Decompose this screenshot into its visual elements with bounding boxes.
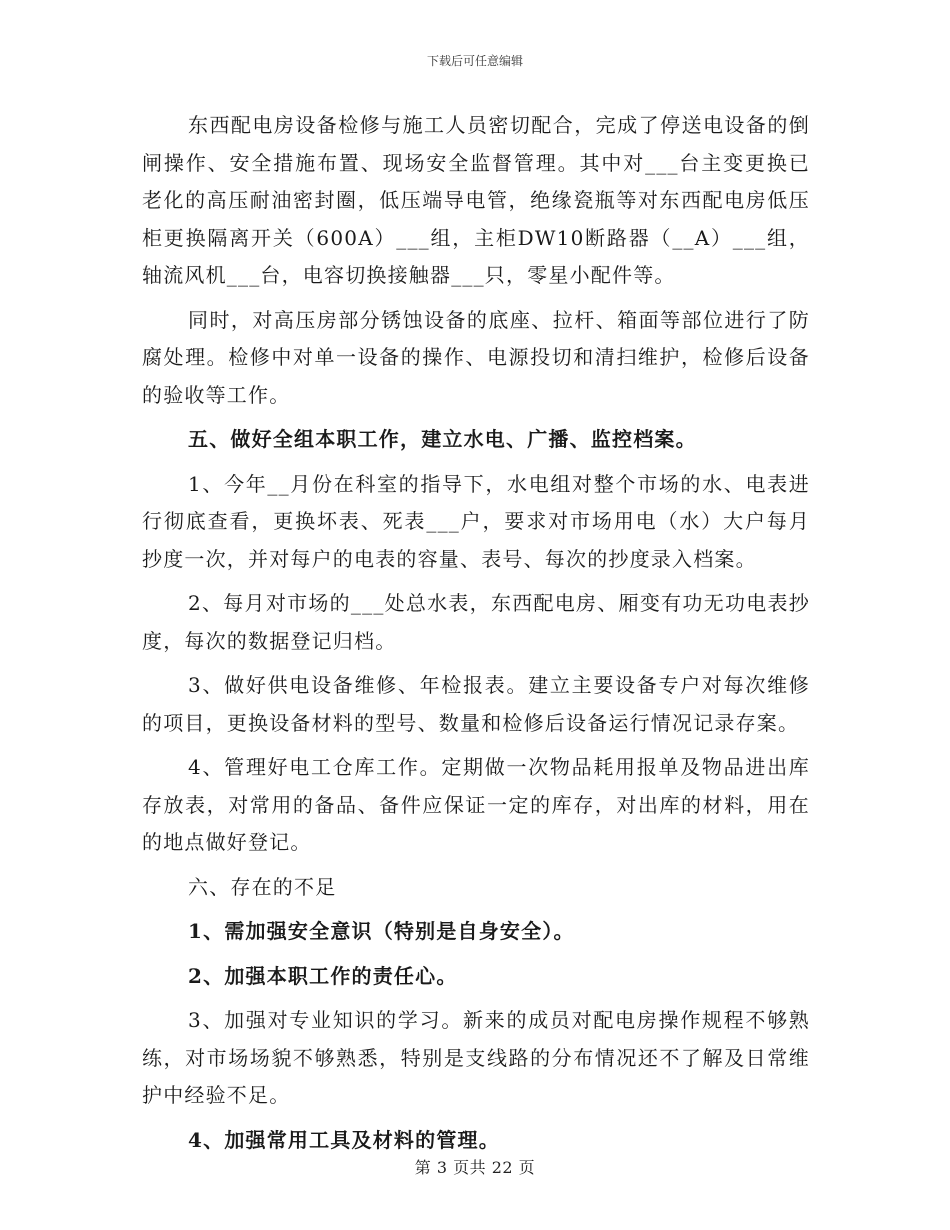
paragraph: 4、管理好电工仓库工作。定期做一次物品耗用报单及物品进出库存放表，对常用的备品、备件应保证一定的库存，对出库的材料，用在的地点做好登记。 [142, 755, 810, 854]
list-item-heading: 1、需加强安全意识（特别是自身安全）。 [188, 919, 575, 943]
page-header-note: 下载后可任意编辑 [426, 54, 523, 68]
paragraph: 3、做好供电设备维修、年检报表。建立主要设备专户对每次维修的项目，更换设备材料的型号、数量和检修后设备运行情况记录存案。 [142, 673, 810, 735]
list-item-heading: 2、加强本职工作的责任心。 [188, 963, 458, 988]
paragraph: 2、每月对市场的___处总水表，东西配电房、厢变有功无功电表抄度，每次的数据登记归档。 [142, 591, 810, 653]
section-heading: 六、存在的不足 [188, 874, 337, 899]
paragraph: 同时，对高压房部分锈蚀设备的底座、拉杆、箱面等部位进行了防腐处理。检修中对单一设备的操作、电源投切和清扫维护，检修后设备的验收等工作。 [142, 307, 810, 407]
document-body [142, 107, 810, 1166]
section-heading: 五、做好全组本职工作，建立水电、广播、监控档案。 [188, 427, 697, 451]
page-number: 第 3 页共 22 页 [414, 1158, 536, 1177]
list-item-heading: 4、加强常用工具及材料的管理。 [188, 1127, 500, 1152]
paragraph: 东西配电房设备检修与施工人员密切配合，完成了停送电设备的倒闸操作、安全措施布置、现场安全监督管理。其中对___台主变更换已老化的高压耐油密封圈，低压端导电管，绝缘瓷瓶等对东西配电房低压柜更换隔离开关（600A）___组，主柜DW10断路器（__A）___组，轴流风机___台，电容切换接触器___只，零星小配件等。 [142, 113, 810, 287]
paragraph: 3、加强对专业知识的学习。新来的成员对配电房操作规程不够熟练，对市场场貌不够熟悉，特别是支线路的分布情况还不了解及日常维护中经验不足。 [142, 1008, 810, 1107]
paragraph: 1、今年__月份在科室的指导下，水电组对整个市场的水、电表进行彻底查看，更换坏表、死表___户，要求对市场用电（水）大户每月抄度一次，并对每户的电表的容量、表号、每次的抄度录入档案。 [142, 471, 810, 571]
